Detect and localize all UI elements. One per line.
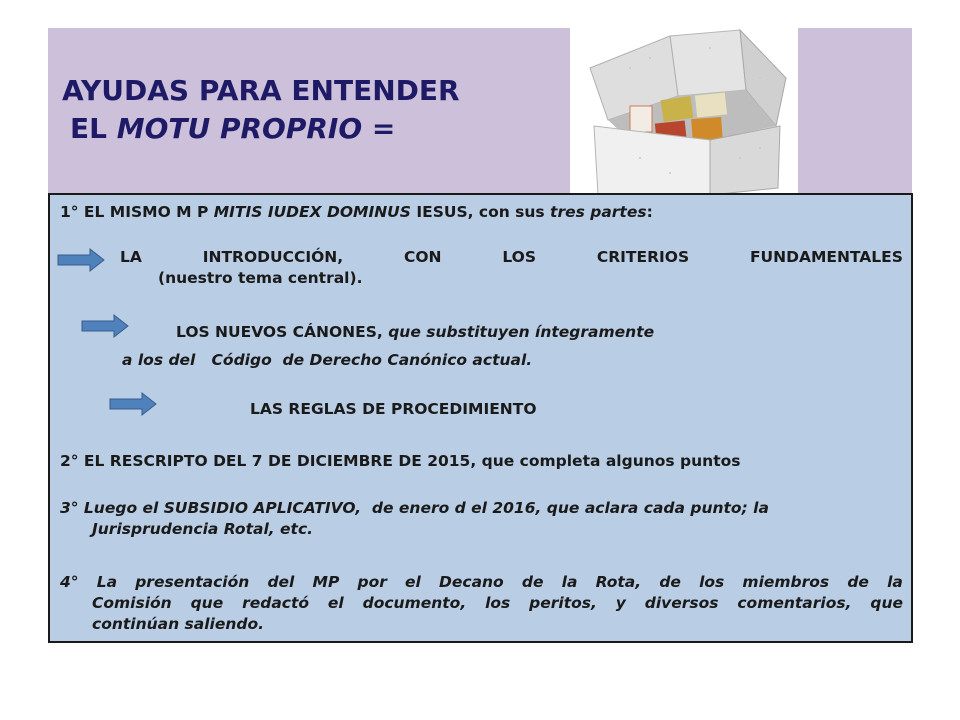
paragraph-4-line-2 (92, 594, 903, 612)
slide-title (62, 72, 460, 148)
word: los (699, 573, 725, 591)
word: CON (403, 248, 442, 266)
word: peritos, (529, 594, 597, 612)
word: LA (120, 248, 142, 266)
word: del (267, 573, 295, 591)
word: LOS (502, 248, 536, 266)
word: presentación (135, 573, 250, 591)
paragraph-4-line-3: continúan saliendo. (92, 615, 265, 633)
word: la (887, 573, 903, 591)
word: documento, (362, 594, 467, 612)
paragraph-1: 1° EL MISMO M P MITIS IUDEX DOMINUS IESUS, con sus tres partes: (60, 203, 653, 221)
word: que (190, 594, 224, 612)
paragraph-4-line-1 (60, 573, 903, 591)
arrow-right-icon (80, 313, 130, 339)
word: de (521, 573, 544, 591)
word: de (847, 573, 869, 591)
word: redactó (242, 594, 310, 612)
word: Decano (439, 573, 504, 591)
word: diversos (644, 594, 719, 612)
word: el (405, 573, 421, 591)
word: miembros (742, 573, 830, 591)
paragraph-3-line-2: Jurisprudencia Rotal, etc. (92, 520, 314, 538)
title-line-1: AYUDAS PARA ENTENDER (62, 74, 460, 107)
paragraph-3-line-1: 3° Luego el SUBSIDIO APLICATIVO, de enero d el 2016, que aclara cada punto; la (60, 499, 769, 517)
word: FUNDAMENTALES (749, 248, 903, 266)
word: CRITERIOS (596, 248, 690, 266)
word: INTRODUCCIÓN, (202, 248, 344, 266)
word: 4° (60, 573, 79, 591)
bullet-1-line-2: (nuestro tema central). (158, 269, 363, 287)
word: la (561, 573, 578, 591)
arrow-right-icon (108, 391, 158, 417)
word: los (485, 594, 511, 612)
bullet-3: LAS REGLAS DE PROCEDIMIENTO (250, 400, 537, 418)
arrow-right-icon (56, 247, 106, 273)
title-line-2: EL MOTU PROPRIO = (70, 112, 396, 145)
word: MP (312, 573, 340, 591)
insulated-box-photo (570, 28, 798, 195)
bullet-2-line-2: a los del Código de Derecho Canónico actual. (122, 351, 533, 369)
word: que (870, 594, 903, 612)
word: de (659, 573, 681, 591)
word: Rota, (595, 573, 642, 591)
word: y (615, 594, 626, 612)
title-italic: MOTU PROPRIO (116, 112, 363, 145)
paragraph-2: 2° EL RESCRIPTO DEL 7 DE DICIEMBRE DE 2015, que completa algunos puntos (60, 452, 741, 470)
bullet-2-line-1: LOS NUEVOS CÁNONES, que substituyen íntegramente (176, 323, 655, 341)
word: La (96, 573, 118, 591)
word: por (357, 573, 387, 591)
word: Comisión (92, 594, 172, 612)
word: comentarios, (737, 594, 852, 612)
bullet-1-line-1 (120, 248, 903, 266)
word: el (327, 594, 344, 612)
content-box (48, 193, 913, 643)
